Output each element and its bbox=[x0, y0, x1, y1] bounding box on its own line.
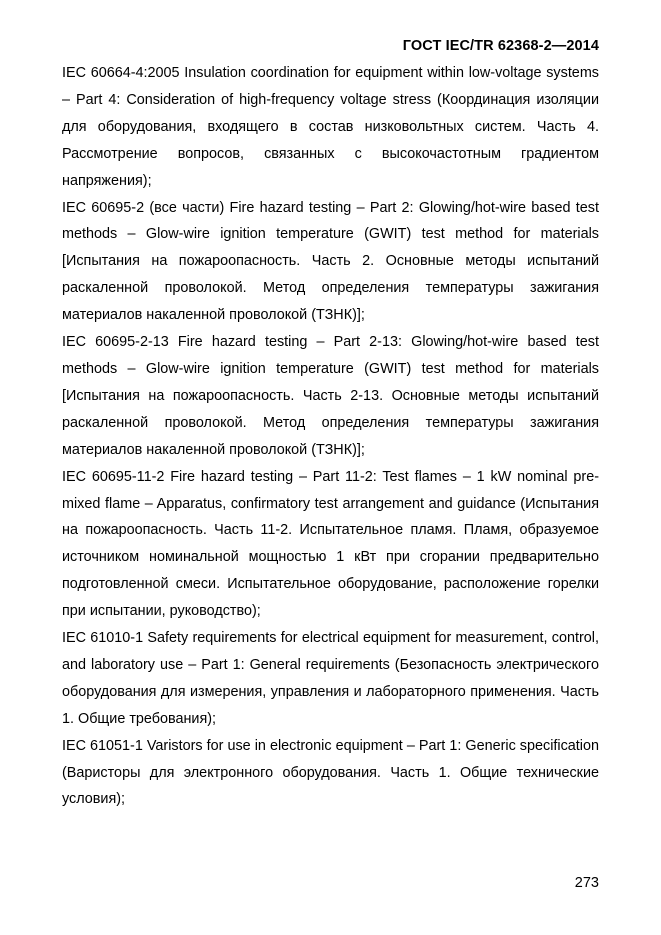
document-code-header: ГОСТ IEC/TR 62368-2—2014 bbox=[402, 38, 599, 54]
reference-item: IEC 60695-2 (все части) Fire hazard testing – Part 2: Glowing/hot-wire based test methods – Glow-wire ignition temperature (GWIT) test method for materials [Испытания на пожароопасность. Часть 2. Основные методы испытаний раскаленной проволокой. Метод определения температуры зажигания материалов накаленной проволокой (ТЗНК)]; bbox=[62, 199, 599, 324]
reference-item: IEC 60695-2-13 Fire hazard testing – Part 2-13: Glowing/hot-wire based test methods – Glow-wire ignition temperature (GWIT) test method for materials [Испытания на пожароопасность. Часть 2-13. Основные методы испытаний раскаленной проволокой. Метод определения температуры зажигания материалов накаленной проволокой (ТЗНК)]; bbox=[62, 334, 599, 458]
reference-list bbox=[62, 60, 599, 813]
reference-item: IEC 61051-1 Varistors for use in electronic equipment – Part 1: Generic specification (Варисторы для электронного оборудования. Часть 1. Общие технические условия); bbox=[62, 737, 599, 808]
reference-item: IEC 60664-4:2005 Insulation coordination for equipment within low-voltage systems – Part 4: Consideration of high-frequency voltage stress (Координация изоляции для оборудования, входящего в состав низковольтных систем. Часть 4. Рассмотрение вопросов, связанных с высокочастотным градиентом напряжения); bbox=[62, 65, 599, 189]
reference-item: IEC 60695-11-2 Fire hazard testing – Part 11-2: Test flames – 1 kW nominal pre-mixed flame – Apparatus, confirmatory test arrangement and guidance (Испытания на пожароопасность. Часть 11-2. Испытательное пламя. Пламя, образуемое источником номинальной мощностью 1 кВт при сгорании предварительно подготовленной смеси. Испытательное оборудование, расположение горелки при испытании, руководство); bbox=[62, 468, 599, 620]
reference-item: IEC 61010-1 Safety requirements for electrical equipment for measurement, control, and laboratory use – Part 1: General requirements (Безопасность электрического оборудования для измерения, управления и лабораторного применения. Часть 1. Общие требования); bbox=[62, 630, 599, 727]
page-number: 273 bbox=[574, 875, 599, 891]
